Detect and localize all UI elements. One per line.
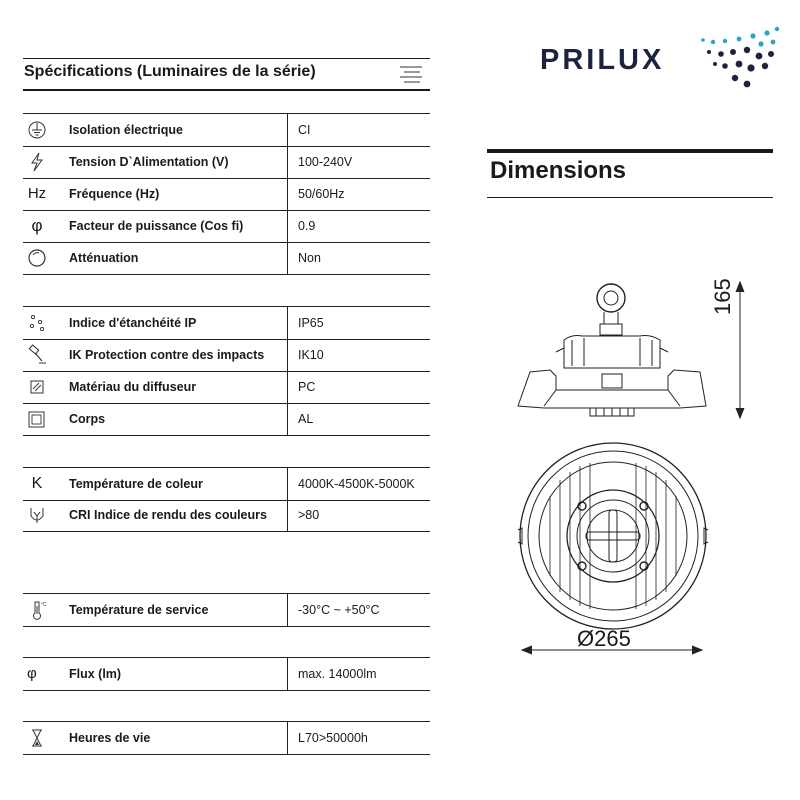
- kelvin-icon: K: [31, 475, 43, 492]
- spec-label: CRI Indice de rendu des couleurs: [69, 508, 267, 522]
- column-divider: [287, 178, 288, 210]
- spec-label: Fréquence (Hz): [69, 187, 160, 201]
- spec-value: 100-240V: [298, 155, 353, 169]
- spec-value: 50/60Hz: [298, 187, 345, 201]
- diameter-dimension-label: Ø265: [577, 626, 631, 651]
- spec-label: Facteur de puissance (Cos fi): [69, 219, 244, 233]
- column-divider: [287, 658, 288, 690]
- diffuser-icon: [25, 375, 49, 399]
- spec-label: Indice d'étanchéité IP: [69, 316, 197, 330]
- spec-label: Flux (lm): [69, 667, 122, 681]
- specifications-title: Spécifications (Luminaires de la série): [24, 63, 316, 80]
- list-icon: [398, 64, 424, 86]
- spec-row-diffuser: [23, 371, 430, 404]
- lightning-icon: [25, 150, 49, 174]
- spec-row-lifetime: [23, 721, 430, 755]
- spec-row-ik-rating: [23, 339, 430, 372]
- spec-label: Isolation électrique: [69, 123, 183, 137]
- spec-label: Atténuation: [69, 251, 139, 265]
- dimensions-title: Dimensions: [490, 157, 627, 184]
- spec-row-dimming: [23, 242, 430, 275]
- phi-icon: φ: [31, 216, 43, 235]
- spec-row-frequency: [23, 178, 430, 211]
- title-bottom-rule: [23, 89, 430, 91]
- column-divider: [287, 114, 288, 146]
- column-divider: [287, 722, 288, 754]
- spec-row-ip-rating: [23, 306, 430, 340]
- spec-label: Corps: [69, 412, 106, 426]
- cri-icon: [25, 503, 49, 527]
- column-divider: [287, 594, 288, 626]
- spec-value: AL: [298, 412, 314, 426]
- spec-row-voltage: [23, 146, 430, 179]
- column-divider: [287, 371, 288, 403]
- spec-row-insulation: [23, 113, 430, 147]
- spec-row-cri: [23, 499, 430, 532]
- column-divider: [287, 146, 288, 178]
- column-divider: [287, 499, 288, 531]
- spec-value: PC: [298, 380, 316, 394]
- column-divider: [287, 403, 288, 435]
- spec-value: max. 14000lm: [298, 667, 377, 681]
- spec-value: L70>50000h: [298, 731, 368, 745]
- brand-logo-dots-icon: [695, 24, 780, 94]
- title-top-rule: [23, 58, 430, 59]
- top-view-drawing: [518, 443, 708, 654]
- spec-label: Heures de vie: [69, 731, 151, 745]
- spec-value: >80: [298, 508, 320, 522]
- column-divider: [287, 339, 288, 371]
- hz-icon: Hz: [27, 185, 47, 202]
- brand-logo-text: PRILUX: [540, 44, 665, 76]
- dimensions-bottom-rule: [487, 197, 773, 198]
- column-divider: [287, 242, 288, 274]
- spec-label: Tension D`Alimentation (V): [69, 155, 229, 169]
- spec-value: Non: [298, 251, 321, 265]
- column-divider: [287, 307, 288, 339]
- column-divider: [287, 468, 288, 500]
- luminaire-technical-drawing: [500, 260, 780, 670]
- spec-label: Température de coleur: [69, 477, 203, 491]
- spec-value: CI: [298, 123, 311, 137]
- spec-label: IK Protection contre des impacts: [69, 348, 265, 362]
- spec-value: 4000K-4500K-5000K: [298, 477, 415, 491]
- spec-value: -30°C ~ +50°C: [298, 603, 380, 617]
- spec-row-color-temperature: [23, 467, 430, 501]
- thermometer-icon: [25, 598, 49, 622]
- spec-value: 0.9: [298, 219, 316, 233]
- column-divider: [287, 210, 288, 242]
- spec-row-body: [23, 403, 430, 436]
- spec-value: IP65: [298, 316, 324, 330]
- spec-row-operating-temperature: [23, 593, 430, 627]
- height-dimension-label: 165: [710, 278, 735, 315]
- dimensions-top-rule: [487, 149, 773, 153]
- water-drops-icon: [25, 311, 49, 335]
- lumen-icon: φ: [27, 665, 37, 682]
- spec-label: Température de service: [69, 603, 209, 617]
- body-icon: [25, 407, 49, 431]
- svg-text:°C: °C: [41, 602, 47, 608]
- hourglass-icon: [25, 726, 49, 750]
- hammer-icon: [25, 343, 49, 367]
- spec-row-luminous-flux: [23, 657, 430, 691]
- spec-row-power-factor: [23, 210, 430, 243]
- spec-value: IK10: [298, 348, 324, 362]
- dimming-icon: [25, 246, 49, 270]
- ground-icon: [25, 118, 49, 142]
- spec-label: Matériau du diffuseur: [69, 380, 197, 394]
